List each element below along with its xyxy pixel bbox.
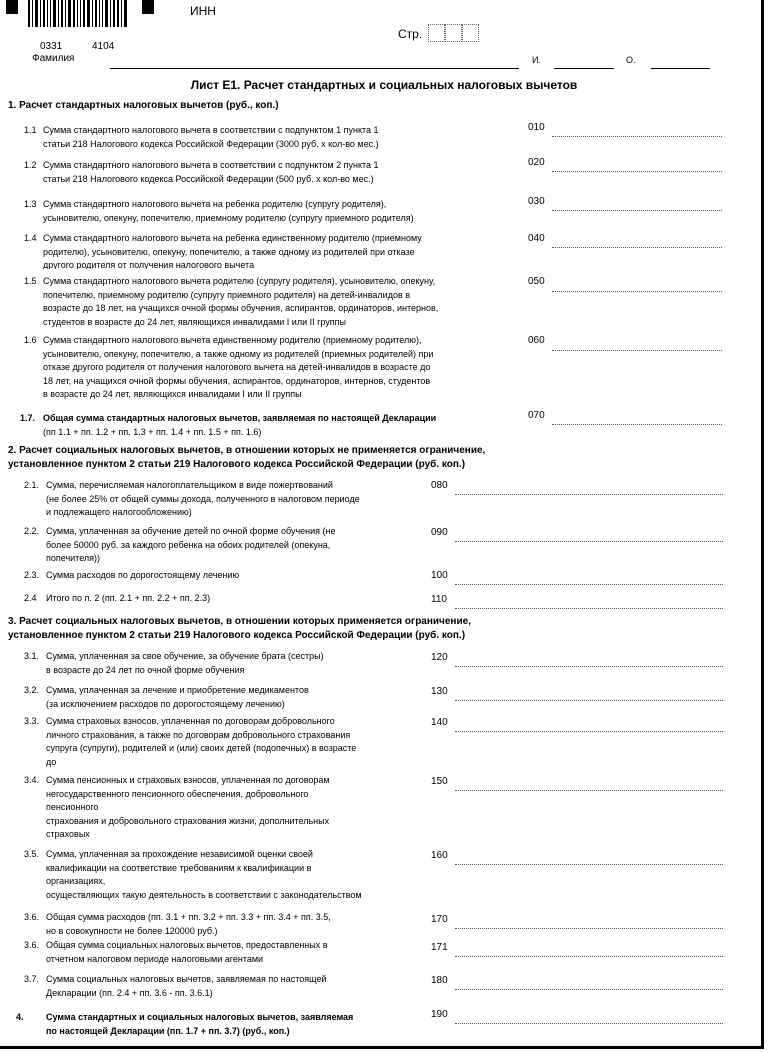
- code-100: 100: [431, 570, 448, 581]
- code-180: 180: [431, 975, 448, 986]
- sheet-title: Лист Е1. Расчет стандартных и социальных налоговых вычетов: [190, 78, 578, 92]
- field-140[interactable]: [455, 731, 723, 732]
- field-050[interactable]: [552, 291, 722, 292]
- section3-item-3.6.1: 3.6. Общая сумма социальных налоговых вычетов, предоставленных в отчетном налоговом периоде налоговыми агентами: [24, 940, 328, 964]
- code-190: 190: [431, 1009, 448, 1020]
- code-080: 080: [431, 480, 448, 491]
- code-040: 040: [528, 233, 545, 244]
- surname-label: Фамилия: [32, 53, 75, 64]
- section3-item-3.2: 3.2. Сумма, уплаченная за лечение и приобретение медикаментов (за исключением расходов по дорогостоящему лечению): [24, 685, 309, 709]
- code-170: 170: [431, 914, 448, 925]
- code-140: 140: [431, 717, 448, 728]
- section1-item-1.3: 1.3 Сумма стандартного налогового вычета на ребенка родителю (супругу родителя), усыновителю, опекуну, попечителю, приемному родителю (супругу приемного родителя): [24, 199, 414, 223]
- section4-total: 4. Сумма стандартных и социальных налоговых вычетов, заявляемая по настоящей Декларации (пп. 1.7 + пп. 3.7) (руб., коп.): [16, 1012, 354, 1036]
- field-120[interactable]: [455, 666, 723, 667]
- code-110: 110: [431, 594, 447, 605]
- section3-item-3.1: 3.1. Сумма, уплаченная за свое обучение, за обучение брата (сестры) в возрасте до 24 лет по очной форме обучения: [24, 651, 324, 675]
- section2-item-2.4: 2.4 Итого по п. 2 (пп. 2.1 + пп. 2.2 + пп. 2.3): [24, 593, 211, 603]
- field-020[interactable]: [552, 171, 722, 172]
- section3-title: 3. Расчет социальных налоговых вычетов, в отношении которых применяется ограничение, установленное пунктом 2 статьи 219 Налогового кодекса Российской Федерации (руб. коп.): [8, 616, 471, 641]
- code-070: 070: [528, 410, 545, 421]
- section1-title: 1. Расчет стандартных налоговых вычетов (руб., коп.): [8, 100, 279, 111]
- section2-item-2.2: 2.2. Сумма, уплаченная за обучение детей по очной форме обучения (не более 50000 руб. за каждого ребенка на обоих родителей (опекуна, попечителя)): [24, 526, 336, 563]
- field-180[interactable]: [455, 989, 723, 990]
- field-130[interactable]: [455, 700, 723, 701]
- section3-item-3.7: 3.7. Сумма социальных налоговых вычетов, заявляемая по настоящей Декларации (пп. 2.4 + пп. 3.6 - пп. 3.6.1): [24, 974, 327, 998]
- barcode-number-left: 0331: [40, 41, 63, 52]
- surname-field[interactable]: [110, 68, 519, 69]
- barcode: [28, 0, 129, 27]
- section2-title: 2. Расчет социальных налоговых вычетов, в отношении которых не применяется ограничение, установленное пунктом 2 статьи 219 Налогового кодекса Российской Федерации (руб. коп.): [8, 445, 486, 470]
- section1-total-1.7: 1.7. Общая сумма стандартных налоговых вычетов, заявляемая по настоящей Декларации (пп 1.1 + пп. 1.2 + пп. 1.3 + пп. 1.4 + пп. 1.5 + пп. 1.6): [20, 413, 437, 437]
- code-120: 120: [431, 652, 448, 663]
- page-number-cell-1[interactable]: [428, 24, 445, 42]
- code-050: 050: [528, 276, 545, 287]
- patronymic-initial-label: О.: [626, 55, 636, 65]
- section1-item-1.6: 1.6 Сумма стандартного налогового вычета единственному родителю (приемному родителю), усыновителю, опекуну, попечителю, а также одному из родителей (приемных родителей) при отказе другого родителя от получения налогового вычета на детей-инвалидов в возрасте до 18 лет, на учащихся очной формы обучения, аспирантов, ординаторов, интернов, студентов в возрасте до 24 лет, являющихся инвалидами I или II группы: [24, 335, 434, 399]
- code-060: 060: [528, 335, 545, 346]
- name-initial-field[interactable]: [554, 68, 614, 69]
- section2-item-2.1: 2.1. Сумма, перечисляемая налогоплательщиком в виде пожертвований (не более 25% от общей суммы дохода, полученного в налоговом периоде и подлежащего налогообложению): [24, 480, 360, 517]
- field-190[interactable]: [455, 1023, 723, 1024]
- patronymic-initial-field[interactable]: [651, 68, 710, 69]
- page-label: Стр.: [398, 27, 423, 41]
- field-040[interactable]: [552, 247, 722, 248]
- section3-item-3.5: 3.5. Сумма, уплаченная за прохождение независимой оценки своей квалификации на соответствие требованиям к квалификации в организациях, осуществляющих такую деятельность в соответствии с законодательством: [24, 849, 362, 900]
- code-030: 030: [528, 196, 545, 207]
- section3-item-3.6: 3.6. Общая сумма расходов (пп. 3.1 + пп. 3.2 + пп. 3.3 + пп. 3.4 + пп. 3.5, но в совокупности не более 120000 руб.): [24, 912, 331, 936]
- field-170[interactable]: [455, 928, 723, 929]
- field-171[interactable]: [455, 956, 723, 957]
- code-020: 020: [528, 157, 545, 168]
- section3-item-3.4: 3.4. Сумма пенсионных и страховых взносов, уплаченная по договорам негосударственного пенсионного обеспечения, добровольного пенсионного страхования и добровольного страхования жизни, дополнительных страховых: [24, 775, 330, 839]
- barcode-number-right: 4104: [92, 41, 115, 52]
- field-030[interactable]: [552, 210, 722, 211]
- corner-marker-right: [142, 0, 154, 14]
- code-090: 090: [431, 527, 448, 538]
- code-130: 130: [431, 686, 448, 697]
- inn-label: ИНН: [190, 4, 216, 18]
- page-number-cell-2[interactable]: [445, 24, 462, 42]
- field-080[interactable]: [455, 494, 723, 495]
- field-100[interactable]: [455, 584, 723, 585]
- section1-item-1.1: 1.1 Сумма стандартного налогового вычета в соответствии с подпунктом 1 пункта 1 статьи 218 Налогового кодекса Российской Федерации (3000 руб. x кол-во мес.): [24, 125, 379, 149]
- field-090[interactable]: [455, 541, 723, 542]
- page-number-cell-3[interactable]: [462, 24, 479, 42]
- code-010: 010: [528, 122, 545, 133]
- code-150: 150: [431, 776, 448, 787]
- field-010[interactable]: [552, 136, 722, 137]
- name-initial-label: И.: [532, 55, 541, 65]
- code-171: 171: [431, 942, 448, 953]
- field-160[interactable]: [455, 864, 723, 865]
- section3-item-3.3: 3.3. Сумма страховых взносов, уплаченная по договорам добровольного личного страхования, а также по договорам добровольного страхования супруга (супруги), родителей и (или) своих детей (подопечных) в возрасте до: [24, 716, 357, 767]
- section2-item-2.3: 2.3. Сумма расходов по дорогостоящему лечению: [24, 570, 240, 580]
- section1-item-1.2: 1.2 Сумма стандартного налогового вычета в соответствии с подпунктом 2 пункта 1 статьи 218 Налогового кодекса Российской Федерации (500 руб. x кол-во мес.): [24, 160, 379, 184]
- section1-item-1.4: 1.4 Сумма стандартного налогового вычета на ребенка единственному родителю (приемному родителю), усыновителю, опекуну, попечителю, а также одному из родителей при отказе другого родителя от получения налогового вычета: [24, 233, 422, 269]
- field-070[interactable]: [552, 424, 722, 425]
- field-150[interactable]: [455, 790, 723, 791]
- section1-item-1.5: 1.5 Сумма стандартного налогового вычета родителю (супругу родителя), усыновителю, опекуну, попечителю, приемному родителю (супругу приемного родителя) на детей-инвалидов в возрасте до 18 лет, на учащихся очной формы обучения, аспирантов, ординаторов, интернов, студентов в возрасте до 24 лет, являющихся инвалидами I или II группы: [24, 276, 439, 327]
- field-060[interactable]: [552, 350, 722, 351]
- code-160: 160: [431, 850, 448, 861]
- field-110[interactable]: [455, 608, 723, 609]
- corner-marker-left: [6, 0, 18, 14]
